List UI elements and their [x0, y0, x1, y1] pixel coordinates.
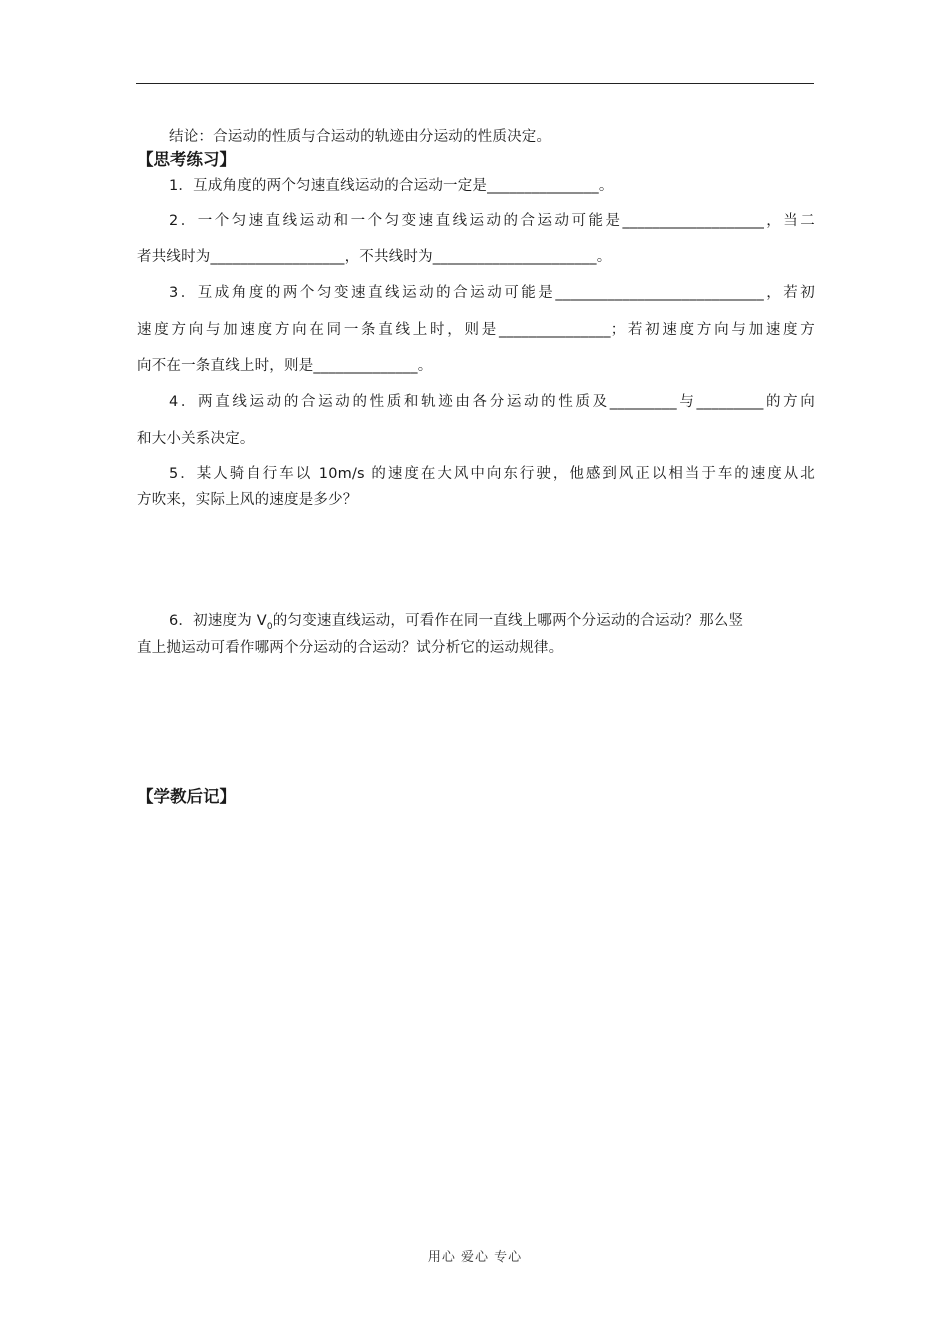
question-4-line-2: 和大小关系决定。	[137, 431, 255, 447]
question-3-line-2: 速度方向与加速度方向在同一条直线上时，则是_______________；若初速度方向与加速度方	[137, 322, 815, 338]
question-5-line-2: 方吹来，实际上风的速度是多少？	[137, 492, 358, 508]
section-heading-notes: 【学教后记】	[137, 787, 236, 806]
page-footer: 用心 爱心 专心	[427, 1250, 523, 1265]
section-heading-practice: 【思考练习】	[137, 150, 236, 169]
question-6-prefix: 6．初速度为 V	[169, 613, 267, 629]
conclusion-text: 结论：合运动的性质与合运动的轨迹由分运动的性质决定。	[169, 129, 552, 145]
question-2-line-2: 者共线时为__________________，不共线时为______________________。	[137, 249, 612, 265]
question-1: 1．互成角度的两个匀速直线运动的合运动一定是_______________。	[169, 178, 614, 194]
question-2-line-1: 2．一个匀速直线运动和一个匀变速直线运动的合运动可能是___________________，当二	[169, 213, 815, 229]
subscript-zero: 0	[266, 621, 273, 632]
question-3-line-3: 向不在一条直线上时，则是______________。	[137, 358, 433, 374]
question-6-line-1	[169, 611, 815, 637]
question-6-text: 的匀变速直线运动，可看作在同一直线上哪两个分运动的合运动？那么竖	[272, 613, 744, 629]
question-6-line-2: 直上抛运动可看作哪两个分运动的合运动？试分析它的运动规律。	[137, 640, 564, 656]
question-4-line-1: 4．两直线运动的合运动的性质和轨迹由各分运动的性质及_________与_________的方向	[169, 394, 815, 410]
header-rule	[136, 83, 814, 84]
question-3-line-1: 3．互成角度的两个匀变速直线运动的合运动可能是____________________________，若初	[169, 285, 815, 301]
question-5-line-1: 5．某人骑自行车以 10m/s 的速度在大风中向东行驶，他感到风正以相当于车的速度从北	[169, 466, 815, 482]
